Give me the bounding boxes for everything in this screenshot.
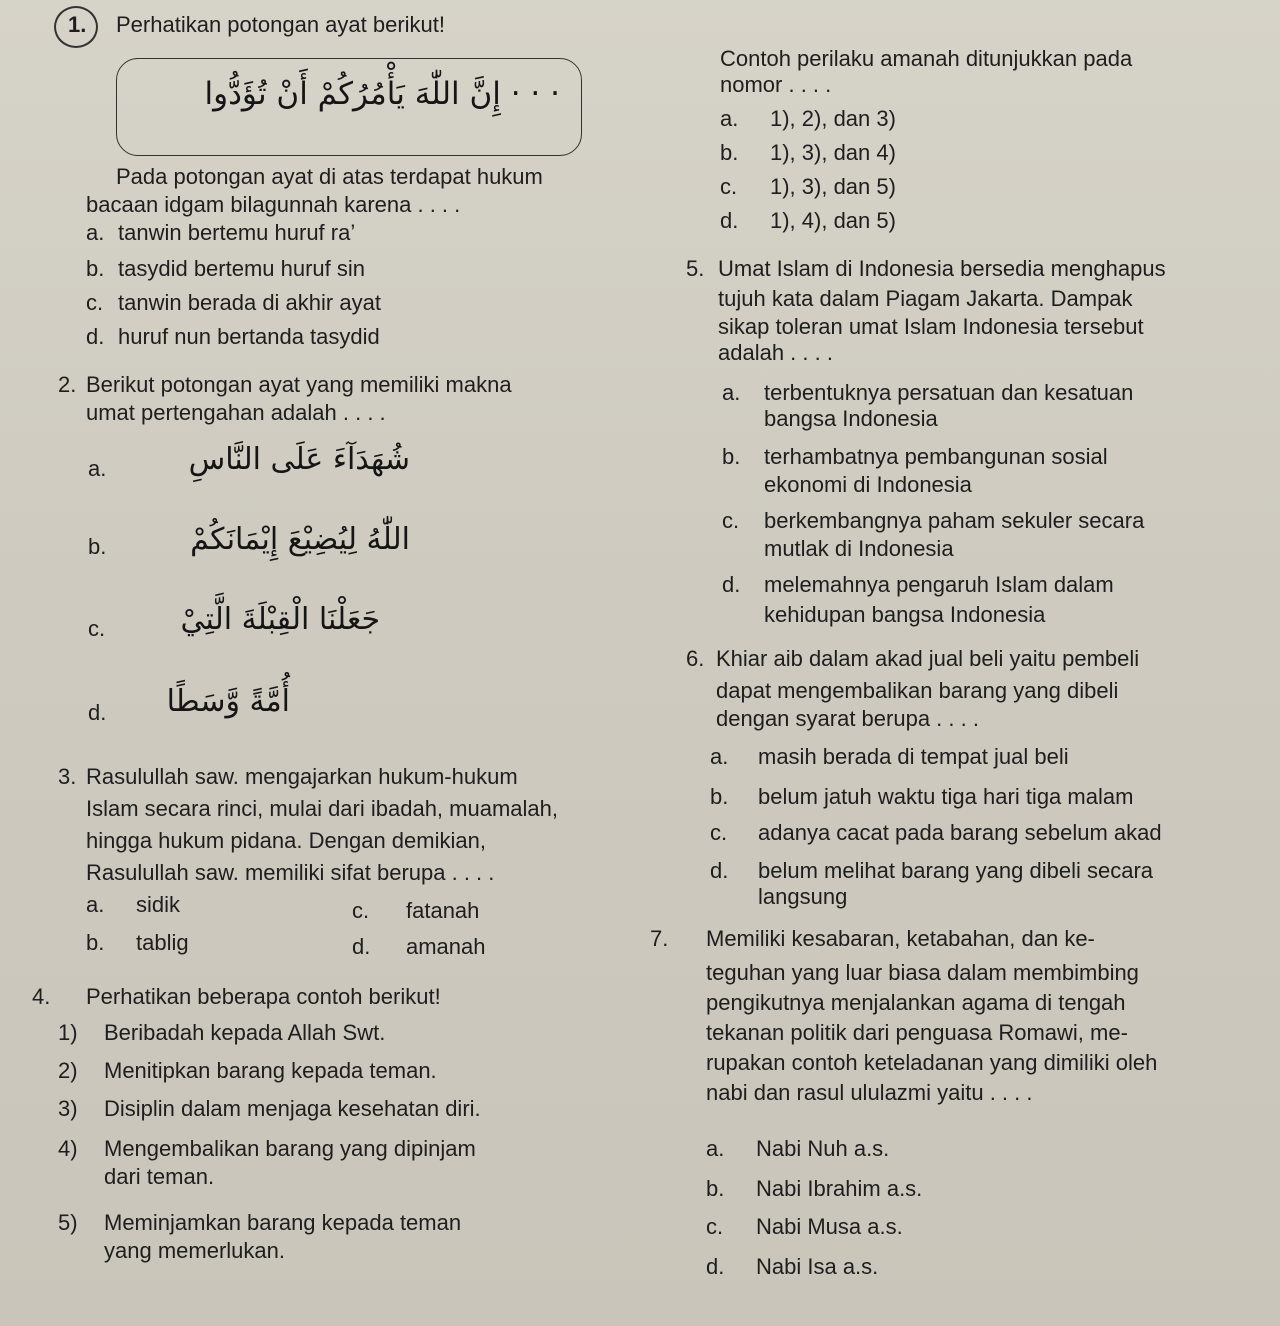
q1-option-b-text[interactable]: tasydid bertemu huruf sin	[118, 256, 366, 281]
q7-number: 7.	[650, 926, 669, 951]
q4-option-a-text[interactable]: 1), 2), dan 3)	[770, 106, 896, 131]
q6-option-a-letter: a.	[710, 744, 729, 769]
q3-line-4: Rasulullah saw. memiliki sifat berupa . . . .	[86, 860, 495, 885]
q5-line-4: adalah . . . .	[718, 340, 833, 365]
q2-option-d-letter: d.	[88, 700, 107, 725]
q4-item-5-text: Meminjamkan barang kepada teman	[104, 1210, 462, 1235]
q4-option-b-letter: b.	[720, 140, 739, 165]
q1-stem-line-2: bacaan idgam bilagunnah karena . . . .	[86, 192, 461, 217]
q7-line-6: nabi dan rasul ululazmi yaitu . . . .	[706, 1080, 1033, 1105]
q7-option-a-letter: a.	[706, 1136, 725, 1161]
q1-prompt: Perhatikan potongan ayat berikut!	[116, 12, 446, 37]
q2-option-a-arabic[interactable]: شُهَدَآءَ عَلَى النَّاسِ	[188, 442, 410, 477]
q4-item-2-number: 2)	[58, 1058, 78, 1083]
q1-option-b-letter: b.	[86, 256, 105, 281]
q2-option-c-letter: c.	[88, 616, 106, 641]
q3-option-a-letter: a.	[86, 892, 105, 917]
q4-option-d-letter: d.	[720, 208, 739, 233]
q3-option-b-letter: b.	[86, 930, 105, 955]
q4-item-4-text: Mengembalikan barang yang dipinjam	[104, 1136, 476, 1161]
q5-line-3: sikap toleran umat Islam Indonesia tersebut	[718, 314, 1144, 339]
q1-stem-line-1: Pada potongan ayat di atas terdapat hukum	[116, 164, 543, 189]
q4-option-d-text[interactable]: 1), 4), dan 5)	[770, 208, 896, 233]
q7-option-c-letter: c.	[706, 1214, 724, 1239]
q1-option-d-letter: d.	[86, 324, 105, 349]
q5-option-a-line-1[interactable]: terbentuknya persatuan dan kesatuan	[764, 380, 1134, 405]
q5-line-1: Umat Islam di Indonesia bersedia menghapus	[718, 256, 1166, 281]
q2-stem-line-1: Berikut potongan ayat yang memiliki makna	[86, 372, 512, 397]
q6-option-d-line-1[interactable]: belum melihat barang yang dibeli secara	[758, 858, 1154, 883]
q6-option-a-text[interactable]: masih berada di tempat jual beli	[758, 744, 1069, 769]
q4-stem-line-1: Contoh perilaku amanah ditunjukkan pada	[720, 46, 1133, 71]
q2-option-b-letter: b.	[88, 534, 107, 559]
q5-option-d-line-2[interactable]: kehidupan bangsa Indonesia	[764, 602, 1046, 627]
q6-option-d-line-2[interactable]: langsung	[758, 884, 848, 909]
q3-option-c-letter: c.	[352, 898, 370, 923]
q7-line-2: teguhan yang luar biasa dalam membimbing	[706, 960, 1139, 985]
q7-option-d-text[interactable]: Nabi Isa a.s.	[756, 1254, 879, 1279]
q6-option-b-text[interactable]: belum jatuh waktu tiga hari tiga malam	[758, 784, 1134, 809]
q7-line-5: rupakan contoh keteladanan yang dimiliki oleh	[706, 1050, 1158, 1075]
q5-option-d-letter: d.	[722, 572, 741, 597]
q5-option-c-line-2[interactable]: mutlak di Indonesia	[764, 536, 954, 561]
q4-item-4-number: 4)	[58, 1136, 78, 1161]
q3-line-3: hingga hukum pidana. Dengan demikian,	[86, 828, 486, 853]
q5-line-2: tujuh kata dalam Piagam Jakarta. Dampak	[718, 286, 1133, 311]
q6-line-1: Khiar aib dalam akad jual beli yaitu pembeli	[716, 646, 1140, 671]
q4-item-3-number: 3)	[58, 1096, 78, 1121]
q6-option-b-letter: b.	[710, 784, 729, 809]
q7-line-4: tekanan politik dari penguasa Romawi, me-	[706, 1020, 1128, 1045]
q4-item-1-number: 1)	[58, 1020, 78, 1045]
q5-option-d-line-1[interactable]: melemahnya pengaruh Islam dalam	[764, 572, 1114, 597]
q1-number: 1.	[68, 12, 87, 37]
q5-option-c-letter: c.	[722, 508, 740, 533]
q1-option-a-letter: a.	[86, 220, 105, 245]
q4-item-2-text: Menitipkan barang kepada teman.	[104, 1058, 437, 1083]
q1-ayat-text: · · · إِنَّ اللّٰهَ يَأْمُرُكُمْ أَنْ تُؤَدُّوا	[204, 76, 560, 112]
q5-option-b-line-1[interactable]: terhambatnya pembangunan sosial	[764, 444, 1108, 469]
q4-item-3-text: Disiplin dalam menjaga kesehatan diri.	[104, 1096, 481, 1121]
q2-stem-line-2: umat pertengahan adalah . . . .	[86, 400, 386, 425]
q5-option-c-line-1[interactable]: berkembangnya paham sekuler secara	[764, 508, 1145, 533]
q3-line-1: Rasulullah saw. mengajarkan hukum-hukum	[86, 764, 518, 789]
q7-option-a-text[interactable]: Nabi Nuh a.s.	[756, 1136, 890, 1161]
q6-line-2: dapat mengembalikan barang yang dibeli	[716, 678, 1119, 703]
q4-option-b-text[interactable]: 1), 3), dan 4)	[770, 140, 896, 165]
q2-option-b-arabic[interactable]: اللّٰهُ لِيُضِيْعَ إِيْمَانَكُمْ	[190, 522, 410, 557]
q4-item-5-continued: yang memerlukan.	[104, 1238, 285, 1263]
q3-option-a-text[interactable]: sidik	[136, 892, 181, 917]
q7-line-1: Memiliki kesabaran, ketabahan, dan ke-	[706, 926, 1095, 951]
q1-option-c-letter: c.	[86, 290, 104, 315]
q6-option-c-text[interactable]: adanya cacat pada barang sebelum akad	[758, 820, 1162, 845]
q3-number: 3.	[58, 764, 77, 789]
q4-item-4-continued: dari teman.	[104, 1164, 215, 1189]
q7-line-3: pengikutnya menjalankan agama di tengah	[706, 990, 1126, 1015]
q4-option-c-letter: c.	[720, 174, 738, 199]
q5-option-a-letter: a.	[722, 380, 741, 405]
q2-number: 2.	[58, 372, 77, 397]
q5-number: 5.	[686, 256, 705, 281]
q3-option-d-letter: d.	[352, 934, 371, 959]
q1-option-c-text[interactable]: tanwin berada di akhir ayat	[118, 290, 381, 315]
q7-option-b-letter: b.	[706, 1176, 725, 1201]
q2-option-c-arabic[interactable]: جَعَلْنَا الْقِبْلَةَ الَّتِيْ	[180, 602, 380, 637]
q4-number: 4.	[32, 984, 51, 1009]
q2-option-d-arabic[interactable]: أُمَّةً وَّسَطًا	[166, 684, 290, 719]
q7-option-c-text[interactable]: Nabi Musa a.s.	[756, 1214, 903, 1239]
q1-option-d-text[interactable]: huruf nun bertanda tasydid	[118, 324, 380, 349]
q7-option-d-letter: d.	[706, 1254, 725, 1279]
q1-option-a-text[interactable]: tanwin bertemu huruf ra’	[118, 220, 356, 245]
q2-option-a-letter: a.	[88, 456, 107, 481]
q3-option-c-text[interactable]: fatanah	[406, 898, 480, 923]
q4-item-5-number: 5)	[58, 1210, 78, 1235]
q4-option-c-text[interactable]: 1), 3), dan 5)	[770, 174, 896, 199]
q6-number: 6.	[686, 646, 705, 671]
q6-option-c-letter: c.	[710, 820, 728, 845]
q4-item-1-text: Beribadah kepada Allah Swt.	[104, 1020, 386, 1045]
q5-option-b-letter: b.	[722, 444, 741, 469]
q7-option-b-text[interactable]: Nabi Ibrahim a.s.	[756, 1176, 923, 1201]
q6-line-3: dengan syarat berupa . . . .	[716, 706, 979, 731]
q3-option-b-text[interactable]: tablig	[136, 930, 189, 955]
q4-prompt: Perhatikan beberapa contoh berikut!	[86, 984, 441, 1009]
q4-stem-line-2: nomor . . . .	[720, 72, 832, 97]
q3-line-2: Islam secara rinci, mulai dari ibadah, muamalah,	[86, 796, 558, 821]
q5-option-b-line-2[interactable]: ekonomi di Indonesia	[764, 472, 972, 497]
q4-option-a-letter: a.	[720, 106, 739, 131]
q6-option-d-letter: d.	[710, 858, 729, 883]
q3-option-d-text[interactable]: amanah	[406, 934, 486, 959]
q5-option-a-line-2[interactable]: bangsa Indonesia	[764, 406, 938, 431]
